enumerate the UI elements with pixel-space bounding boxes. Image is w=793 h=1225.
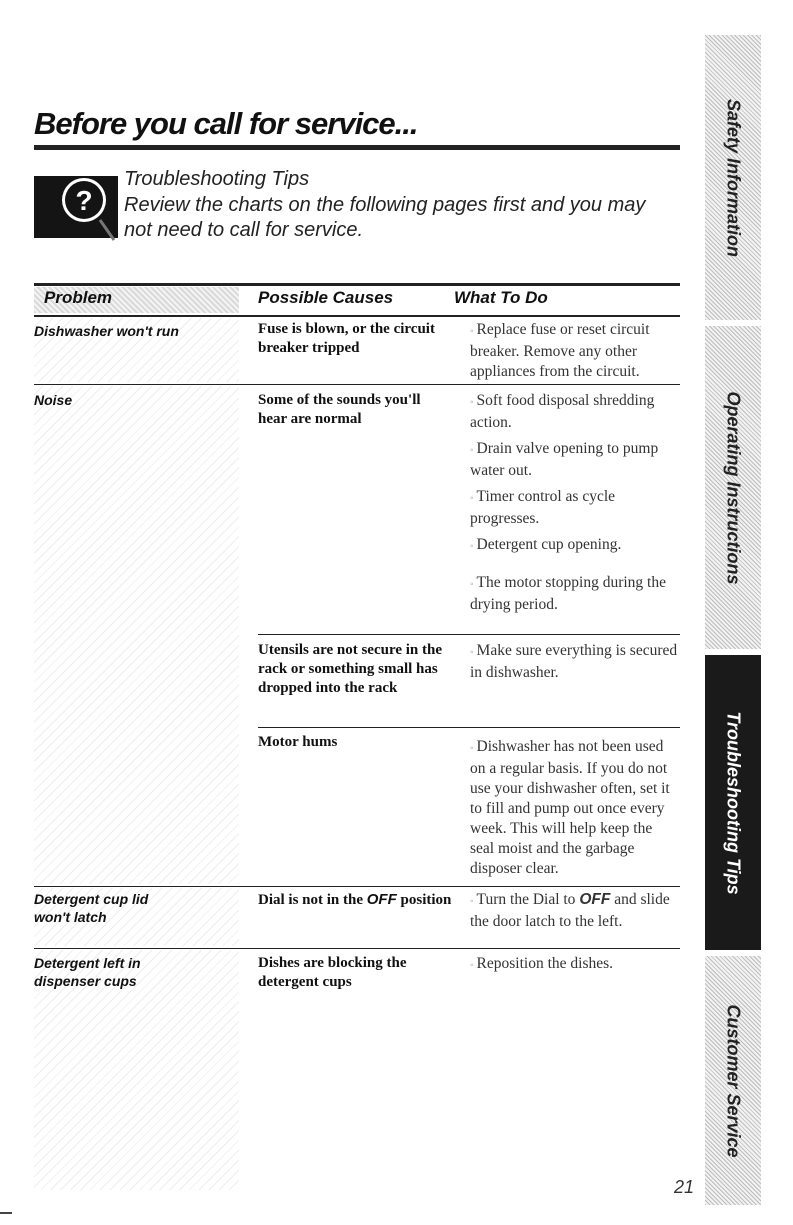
action-item: ◦ Timer control as cycle progresses.	[470, 488, 616, 527]
column-header-what-to-do: What To Do	[454, 288, 548, 307]
tips-heading: Troubleshooting Tips	[124, 168, 310, 190]
section-divider	[34, 886, 680, 887]
cause-text: Dial is not in the OFF position	[258, 891, 452, 908]
section-divider	[258, 634, 680, 635]
tab-label: Customer Service	[723, 1003, 744, 1158]
action-item: ◦ Replace fuse or reset circuit breaker. Remove any other appliances from the circuit.	[470, 321, 650, 380]
title-divider	[34, 145, 680, 150]
cause-text: Dishes are blocking the detergent cups	[258, 955, 407, 990]
tips-body: Review the charts on the following pages first and you may not need to call for service.	[124, 194, 646, 241]
problem-cell-bg	[34, 386, 239, 884]
cause-text: Motor hums	[258, 734, 338, 750]
problem-label: Detergent left in dispenser cups	[34, 955, 141, 989]
tab-label: Safety Information	[723, 98, 744, 257]
action-item: ◦ Turn the Dial to OFF and slide the door latch to the left.	[470, 891, 670, 930]
tab-safety-information[interactable]	[705, 35, 761, 320]
column-header-problem: Problem	[44, 288, 113, 307]
action-item: ◦ The motor stopping during the drying period.	[470, 574, 666, 613]
section-sidebar	[705, 35, 761, 1205]
action-item: ◦ Make sure everything is secured in dishwasher.	[470, 642, 678, 681]
section-divider	[34, 948, 680, 949]
section-divider	[34, 384, 680, 385]
table-top-divider	[34, 283, 680, 286]
action-item: ◦ Dishwasher has not been used on a regular basis. If you do not use your dishwasher often, set it to fill and pump out once every week. This will help keep the seal moist and the garbage disposer clear.	[470, 738, 670, 877]
tab-customer-service[interactable]	[705, 956, 761, 1205]
tab-label: Operating Instructions	[723, 390, 744, 585]
tab-troubleshooting-tips[interactable]	[705, 655, 761, 950]
problem-label: Noise	[34, 392, 73, 408]
tab-label: Troubleshooting Tips	[723, 710, 744, 895]
section-divider	[258, 727, 680, 728]
action-item: ◦ Detergent cup opening.	[470, 536, 622, 553]
page-number: 21	[674, 1177, 695, 1197]
cause-text: Fuse is blown, or the circuit breaker tripped	[258, 321, 435, 356]
cause-text: Utensils are not secure in the rack or something small has dropped into the rack	[258, 642, 443, 696]
column-header-causes: Possible Causes	[258, 288, 394, 307]
header-divider	[34, 315, 680, 317]
page-title: Before you call for service...	[34, 106, 418, 141]
action-item: ◦ Drain valve opening to pump water out.	[470, 440, 659, 479]
problem-label: Detergent cup lid won't latch	[34, 891, 149, 925]
problem-label: Dishwasher won't run	[34, 323, 179, 339]
tab-operating-instructions[interactable]	[705, 326, 761, 649]
crop-mark	[0, 1212, 12, 1214]
svg-text:?: ?	[75, 185, 93, 216]
cause-text: Some of the sounds you'll hear are normal	[258, 392, 421, 427]
question-mark-icon	[34, 170, 118, 242]
action-item: ◦ Soft food disposal shredding action.	[470, 392, 655, 431]
action-item: ◦ Reposition the dishes.	[470, 955, 614, 972]
